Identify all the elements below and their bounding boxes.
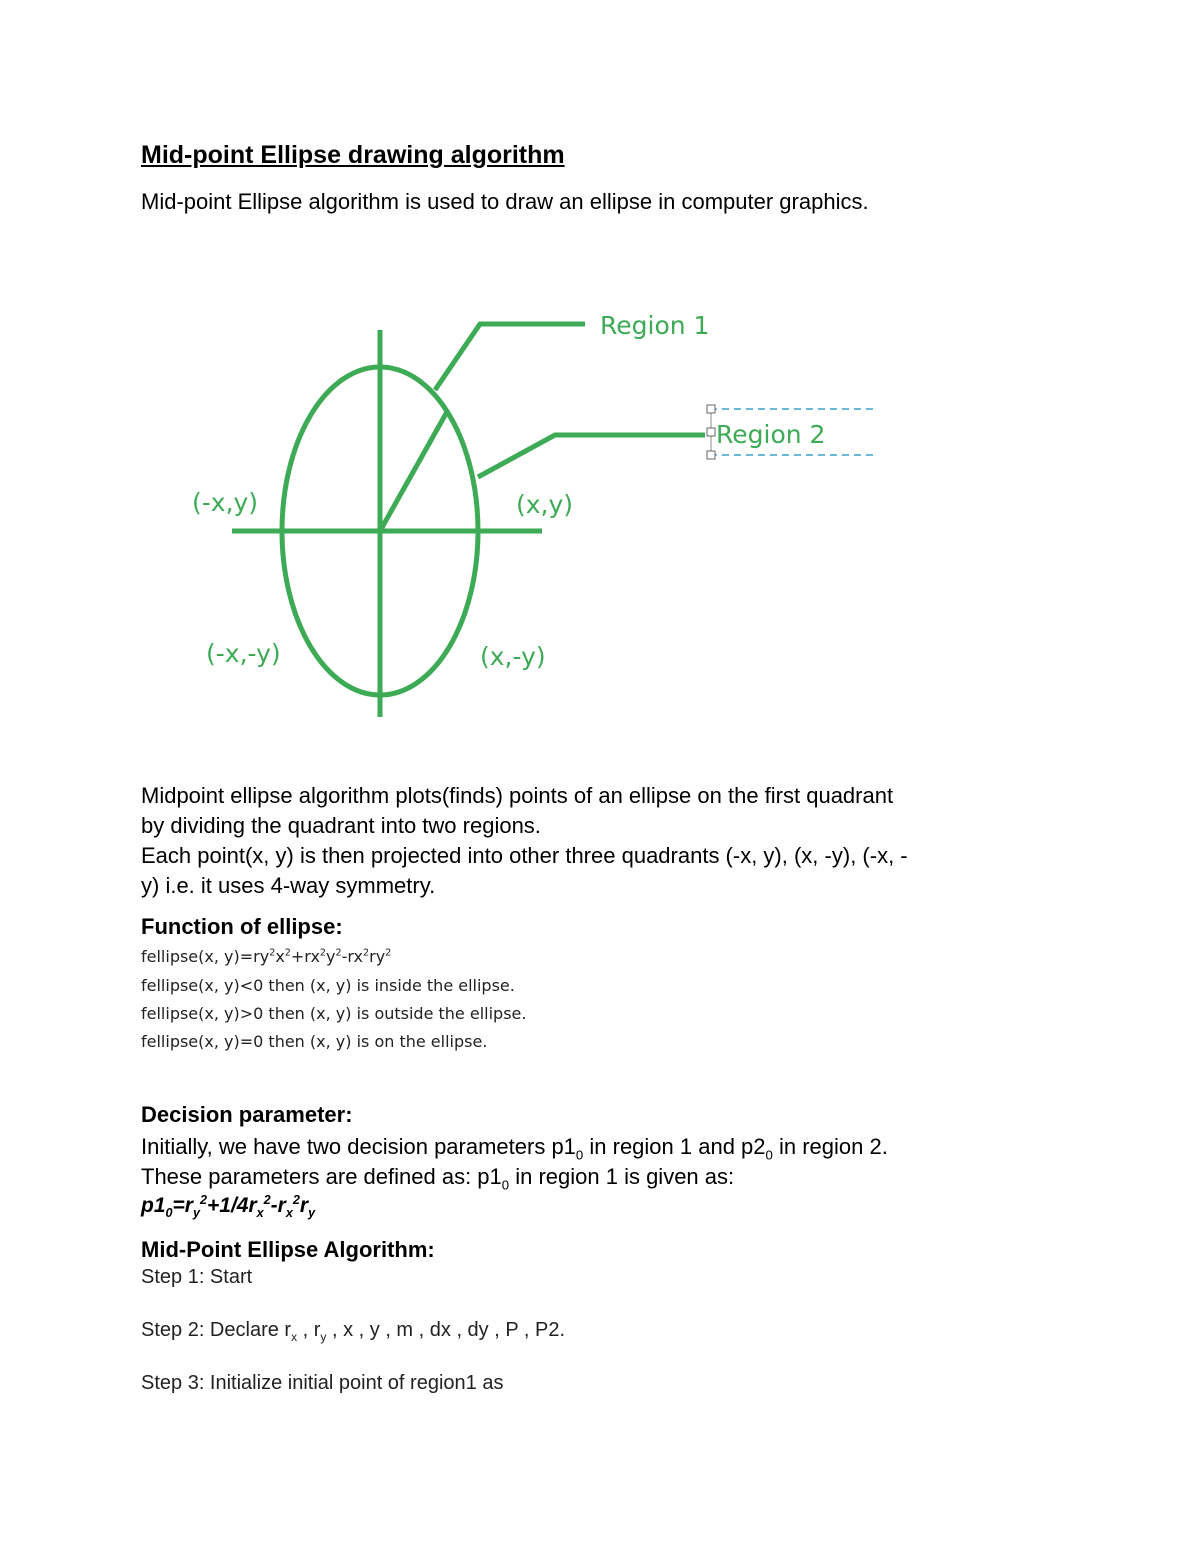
decision-formula: $p1_0=r_y^2+1/4r_x^2-r_x^2r_y$ (141, 1193, 316, 1221)
ellipse-diagram (180, 295, 900, 725)
step-3: Step 3: Initialize initial point of region1 as (141, 1372, 504, 1394)
decision-line2: These parameters are defined as: $p1_0$ in region 1 is given as: (141, 1164, 735, 1193)
region2-pointer (478, 435, 705, 477)
quadrant-top-left-label: (-x,y) (192, 488, 259, 517)
quadrant-bottom-left-label: (-x,-y) (206, 639, 281, 668)
page-title: Mid-point Ellipse drawing algorithm (141, 141, 565, 169)
algorithm-heading: Mid-Point Ellipse Algorithm: (141, 1237, 435, 1262)
function-definition: fellipse(x, $y)=ry^2x^2+rx^2y^2-rx^2ry^2$ (141, 947, 392, 966)
para1-line2: by dividing the quadrant into two regions. (141, 813, 541, 838)
function-outside-line: fellipse(x, y)>0 then (x, y) is outside the ellipse. (141, 1004, 527, 1023)
decision-line1: Initially, we have two decision parameters $p1_0$ in region 1 and $p2_0$ in region 2. (141, 1134, 888, 1163)
para2-line2: y) i.e. it uses 4-way symmetry. (141, 873, 436, 898)
radius-line (380, 410, 448, 531)
para2-line1: Each point(x, y) is then projected into other three quadrants (-x, y), (x, -y), (-x, - (141, 843, 908, 868)
step-1: Step 1: Start (141, 1266, 253, 1288)
region1-pointer (435, 324, 585, 390)
function-inside-line: fellipse(x, y)<0 then (x, y) is inside the ellipse. (141, 976, 515, 995)
region1-label: Region 1 (600, 311, 710, 340)
function-on-line: fellipse(x, y)=0 then (x, y) is on the ellipse. (141, 1032, 488, 1051)
step-2: Step 2: Declare $r_x$ , $r_y$ , x , y , m , dx , dy , P , P2. (141, 1319, 566, 1344)
quadrant-top-right-label: (x,y) (516, 490, 574, 519)
para1-line1: Midpoint ellipse algorithm plots(finds) points of an ellipse on the first quadrant (141, 783, 894, 808)
intro-text: Mid-point Ellipse algorithm is used to draw an ellipse in computer graphics. (141, 189, 869, 214)
region2-label: Region 2 (716, 420, 826, 449)
quadrant-bottom-right-label: (x,-y) (480, 642, 546, 671)
function-heading: Function of ellipse: (141, 914, 343, 939)
decision-heading: Decision parameter: (141, 1102, 353, 1127)
